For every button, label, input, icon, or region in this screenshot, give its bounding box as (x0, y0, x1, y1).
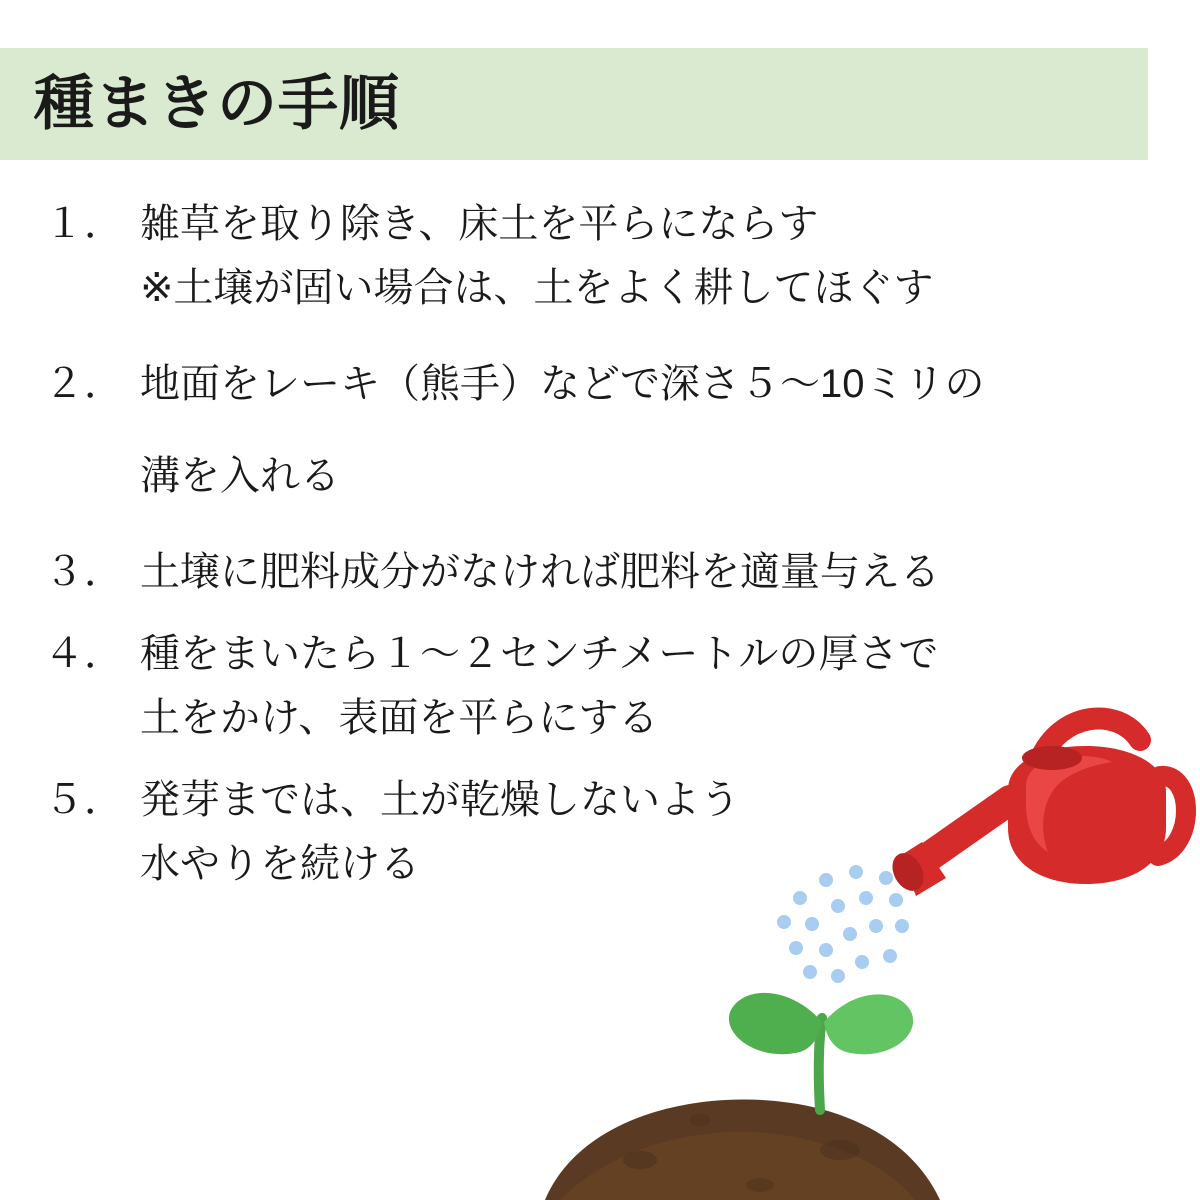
title-band (0, 48, 1148, 160)
step-text-line: 雑草を取り除き、床土を平らにならす (140, 202, 819, 246)
page-title: 種まきの手順 (34, 70, 400, 137)
step-number: ３． (44, 550, 124, 594)
list-item (44, 768, 1154, 896)
step-text (140, 768, 1154, 896)
step-text-line: 溝を入れる (140, 454, 340, 498)
step-text-line: 水やりを続ける (140, 842, 420, 886)
step-text-line: ※土壌が固い場合は、土をよく耕してほぐす (140, 266, 934, 310)
step-number: ５． (44, 778, 124, 822)
step-text-line: 土壌に肥料成分がなければ肥料を適量与える (140, 550, 940, 594)
steps-list (44, 192, 1154, 914)
step-number: ４． (44, 632, 124, 676)
list-item (44, 622, 1154, 750)
sprout-icon (729, 993, 913, 1110)
step-text (140, 192, 1154, 320)
soil-mound-icon (545, 1099, 940, 1200)
list-item (44, 338, 1154, 522)
step-number: １． (44, 202, 124, 246)
step-text (140, 622, 1154, 750)
step-text-line: 土をかけ、表面を平らにする (140, 696, 659, 740)
list-item (44, 540, 1154, 604)
step-text (140, 338, 1154, 522)
step-text-line: 発芽までは、土が乾燥しないよう (140, 778, 740, 822)
step-number: ２． (44, 362, 124, 406)
list-item (44, 192, 1154, 320)
step-text-line: 地面をレーキ（熊手）などで深さ５〜10ミリの (140, 362, 985, 406)
step-text-line: 種をまいたら１〜２センチメートルの厚さで (140, 632, 939, 676)
step-text (140, 540, 1154, 604)
